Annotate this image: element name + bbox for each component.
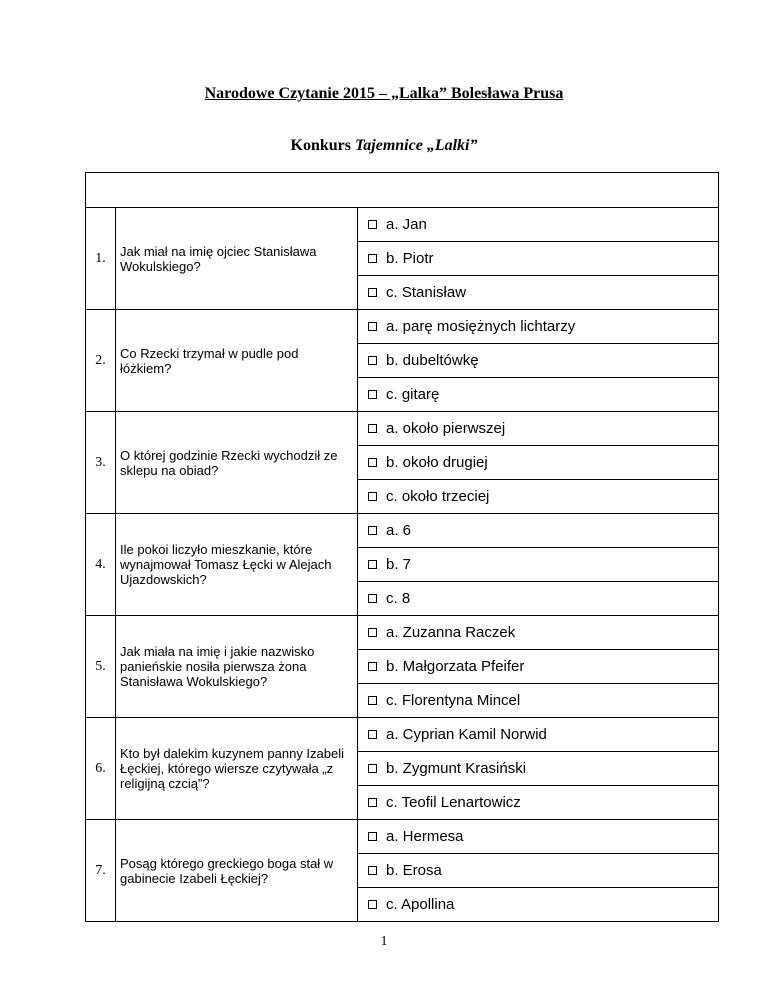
answer-options (358, 310, 718, 411)
answer-option-label: b. Zygmunt Krasiński (386, 760, 527, 777)
answer-option[interactable] (358, 548, 718, 582)
question-number: 4. (86, 514, 116, 615)
document-subtitle (0, 137, 768, 155)
checkbox-icon[interactable] (368, 526, 377, 535)
checkbox-icon[interactable] (368, 730, 377, 739)
question-row (86, 412, 718, 514)
checkbox-icon[interactable] (368, 764, 377, 773)
answer-option[interactable] (358, 786, 718, 819)
question-text: Jak miała na imię i jakie nazwisko panieńskie nosiła pierwsza żona Stanisława Wokulskiego? (116, 616, 358, 717)
answer-option-label: c. 8 (386, 590, 411, 607)
answer-option[interactable] (358, 684, 718, 717)
answer-option-label: a. 6 (386, 522, 412, 539)
answer-options (358, 208, 718, 309)
questions-list (86, 208, 718, 921)
answer-option[interactable] (358, 208, 718, 242)
document-title: Narodowe Czytanie 2015 – „Lalka” Bolesława Prusa (204, 85, 564, 102)
answer-option-label: a. Cyprian Kamil Norwid (386, 726, 547, 743)
question-number: 2. (86, 310, 116, 411)
checkbox-icon[interactable] (368, 356, 377, 365)
question-text: O której godzinie Rzecki wychodził ze sklepu na obiad? (116, 412, 358, 513)
answer-options (358, 820, 718, 921)
quiz-header-row (86, 173, 718, 208)
answer-option[interactable] (358, 820, 718, 854)
answer-option-label: b. Małgorzata Pfeifer (386, 658, 525, 675)
checkbox-icon[interactable] (368, 424, 377, 433)
answer-option-label: c. Teofil Lenartowicz (386, 794, 521, 811)
answer-options (358, 412, 718, 513)
answer-option[interactable] (358, 514, 718, 548)
question-number: 3. (86, 412, 116, 513)
question-row (86, 514, 718, 616)
answer-option-label: a. około pierwszej (386, 420, 506, 437)
answer-options (358, 616, 718, 717)
answer-option-label: b. około drugiej (386, 454, 488, 471)
answer-option[interactable] (358, 378, 718, 411)
answer-option-label: c. Stanisław (386, 284, 467, 301)
question-text: Posąg którego greckiego boga stał w gabinecie Izabeli Łęckiej? (116, 820, 358, 921)
checkbox-icon[interactable] (368, 492, 377, 501)
checkbox-icon[interactable] (368, 594, 377, 603)
checkbox-icon[interactable] (368, 798, 377, 807)
checkbox-icon[interactable] (368, 220, 377, 229)
subtitle-contest-name: Tajemnice „Lalki” (354, 137, 478, 154)
answer-option[interactable] (358, 446, 718, 480)
quiz-table (85, 172, 719, 922)
question-number: 6. (86, 718, 116, 819)
answer-option[interactable] (358, 616, 718, 650)
question-text: Jak miał na imię ojciec Stanisława Wokulskiego? (116, 208, 358, 309)
page-number: 1 (380, 934, 388, 949)
answer-option[interactable] (358, 650, 718, 684)
answer-option-label: b. 7 (386, 556, 412, 573)
answer-option-label: c. Florentyna Mincel (386, 692, 521, 709)
answer-option[interactable] (358, 854, 718, 888)
answer-option-label: a. Jan (386, 216, 427, 233)
checkbox-icon[interactable] (368, 628, 377, 637)
question-number: 5. (86, 616, 116, 717)
answer-option[interactable] (358, 310, 718, 344)
question-text: Co Rzecki trzymał w pudle pod łóżkiem? (116, 310, 358, 411)
checkbox-icon[interactable] (368, 254, 377, 263)
checkbox-icon[interactable] (368, 696, 377, 705)
question-row (86, 208, 718, 310)
answer-option-label: a. Zuzanna Raczek (386, 624, 516, 641)
answer-option-label: c. Apollina (386, 896, 455, 913)
answer-option[interactable] (358, 276, 718, 309)
checkbox-icon[interactable] (368, 560, 377, 569)
question-number: 7. (86, 820, 116, 921)
subtitle-prefix: Konkurs (290, 137, 355, 154)
answer-option-label: a. Hermesa (386, 828, 464, 845)
answer-option[interactable] (358, 480, 718, 513)
checkbox-icon[interactable] (368, 832, 377, 841)
answer-option-label: b. Erosa (386, 862, 442, 879)
answer-option[interactable] (358, 344, 718, 378)
question-text: Kto był dalekim kuzynem panny Izabeli Łęckiej, którego wiersze czytywała „z religijną czcią”? (116, 718, 358, 819)
checkbox-icon[interactable] (368, 390, 377, 399)
question-text: Ile pokoi liczyło mieszkanie, które wynajmował Tomasz Łęcki w Alejach Ujazdowskich? (116, 514, 358, 615)
checkbox-icon[interactable] (368, 322, 377, 331)
answer-option[interactable] (358, 718, 718, 752)
question-row (86, 616, 718, 718)
answer-option-label: c. około trzeciej (386, 488, 490, 505)
answer-option[interactable] (358, 242, 718, 276)
question-row (86, 820, 718, 921)
checkbox-icon[interactable] (368, 866, 377, 875)
answer-option[interactable] (358, 752, 718, 786)
checkbox-icon[interactable] (368, 662, 377, 671)
answer-option-label: b. Piotr (386, 250, 434, 267)
question-row (86, 310, 718, 412)
answer-option-label: a. parę mosiężnych lichtarzy (386, 318, 576, 335)
checkbox-icon[interactable] (368, 288, 377, 297)
question-row (86, 718, 718, 820)
answer-option[interactable] (358, 582, 718, 615)
question-number: 1. (86, 208, 116, 309)
checkbox-icon[interactable] (368, 458, 377, 467)
answer-option-label: b. dubeltówkę (386, 352, 479, 369)
checkbox-icon[interactable] (368, 900, 377, 909)
answer-option[interactable] (358, 412, 718, 446)
answer-options (358, 514, 718, 615)
answer-option[interactable] (358, 888, 718, 921)
answer-option-label: c. gitarę (386, 386, 440, 403)
answer-options (358, 718, 718, 819)
